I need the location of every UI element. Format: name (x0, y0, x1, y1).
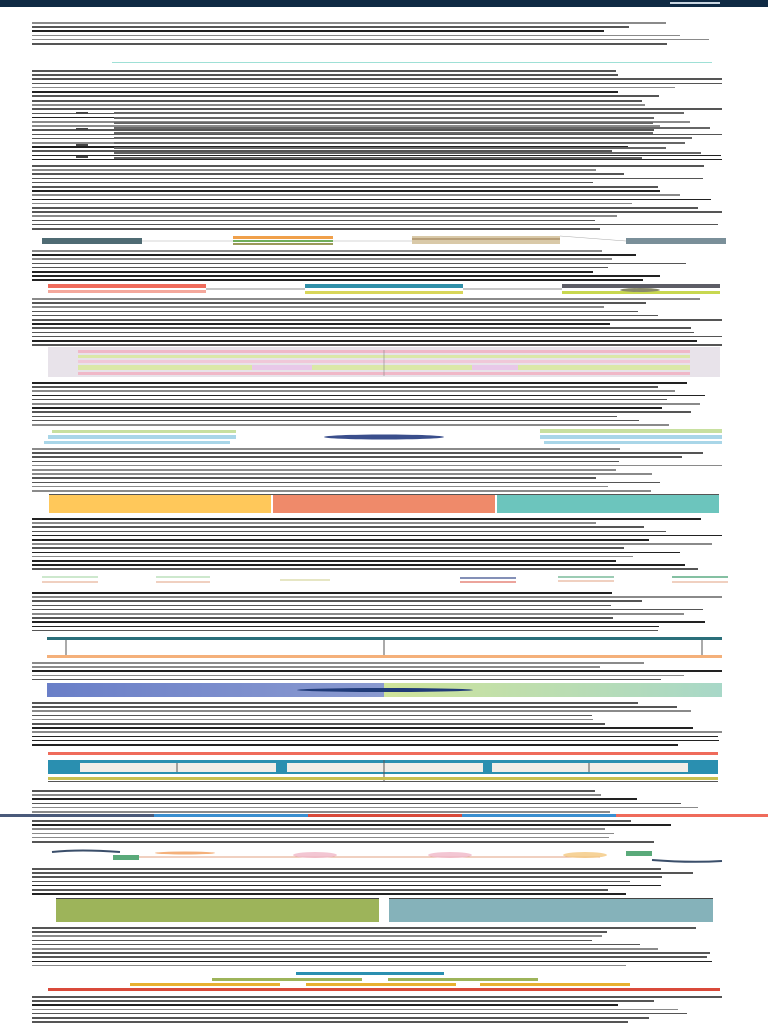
fig13-row-3c (480, 983, 630, 986)
paragraph-line (32, 956, 707, 958)
section-link[interactable] (112, 56, 712, 65)
paragraph-line (32, 344, 722, 346)
paragraph-line (32, 1000, 654, 1002)
paragraph-line (32, 70, 616, 72)
fig4-bar-blue-right (540, 435, 722, 439)
paragraph-line (32, 736, 718, 738)
paragraph-line (32, 837, 609, 839)
paragraph-line (32, 609, 703, 611)
paragraph-line (32, 30, 604, 32)
paragraph-line (32, 87, 675, 89)
top-bar-title (32, 0, 332, 6)
paragraph-line (32, 108, 722, 110)
paragraph-line (32, 250, 602, 252)
paragraph-line (32, 486, 608, 488)
paragraph-line (32, 666, 600, 668)
code-line (114, 127, 710, 129)
paragraph-line (32, 613, 684, 615)
paragraph-line (32, 220, 595, 222)
paragraph-line (32, 552, 680, 554)
paragraph-line (32, 207, 698, 209)
paragraph-line (32, 26, 629, 28)
paragraph-line (32, 263, 686, 265)
fig10-bottom-dark (48, 781, 718, 782)
fig13-row-2b (388, 978, 538, 981)
paragraph-line (32, 1013, 687, 1015)
paragraph-line (32, 211, 722, 213)
paragraph-line (32, 868, 661, 870)
paragraph-line (32, 560, 616, 562)
paragraph-line (32, 311, 638, 313)
code-line (114, 117, 654, 119)
paragraph-line (32, 469, 616, 471)
fig12-block-olive (56, 899, 379, 922)
paragraph-line (32, 1017, 649, 1019)
paragraph-line (32, 43, 667, 45)
paragraph-line (32, 744, 678, 746)
code-line (114, 112, 684, 114)
code-line (114, 122, 653, 124)
paragraph-line (32, 731, 722, 733)
paragraph-line (32, 182, 593, 184)
paragraph-line (32, 327, 691, 329)
fig13-row-3a (130, 983, 280, 986)
paragraph-line (32, 948, 658, 950)
paragraph-line (32, 78, 722, 80)
paragraph-line (32, 961, 712, 963)
paragraph-line (32, 129, 654, 131)
paragraph-line (32, 617, 613, 619)
paragraph-line (32, 706, 677, 708)
fig6-header-line (49, 494, 719, 495)
paragraph-line (32, 605, 611, 607)
paragraph-line (32, 104, 645, 106)
paragraph-line (32, 965, 626, 967)
paragraph-line (32, 1021, 628, 1023)
code-line (114, 137, 692, 139)
paragraph-line (32, 199, 711, 201)
paragraph-line (32, 411, 691, 413)
paragraph-line (32, 547, 624, 549)
paragraph-line (32, 679, 661, 681)
fig11-flow (40, 845, 730, 867)
paragraph-line (32, 306, 604, 308)
paragraph-line (32, 833, 614, 835)
paragraph-line (32, 169, 596, 171)
paragraph-line (32, 390, 675, 392)
paragraph-line (32, 702, 638, 704)
fig3-marker (380, 350, 388, 376)
paragraph-line (32, 465, 722, 467)
fig10-bottom-olive (48, 777, 718, 780)
paragraph-line (32, 935, 602, 937)
paragraph-line (32, 872, 693, 874)
paragraph-line (32, 996, 722, 998)
paragraph-line (32, 159, 722, 161)
paragraph-line (32, 173, 624, 175)
paragraph-line (32, 420, 639, 422)
paragraph-line (32, 482, 660, 484)
fig8-bottom-bar (47, 655, 722, 658)
fig13-row-1 (296, 972, 444, 975)
code-gutter-mark (76, 156, 88, 158)
paragraph-line (32, 35, 680, 37)
fig6-block-salmon (273, 495, 495, 513)
paragraph-line (32, 927, 696, 929)
paragraph-line (32, 336, 722, 338)
paragraph-line (32, 535, 722, 537)
paragraph-line (32, 83, 722, 85)
paragraph-line (32, 662, 644, 664)
paragraph-line (32, 332, 694, 334)
paragraph-line (32, 798, 637, 800)
fig4-bar-blue-left-2 (44, 441, 230, 444)
paragraph-line (32, 621, 705, 623)
paragraph-line (32, 267, 608, 269)
fig4-bar-lime-left (52, 430, 236, 433)
paragraph-line (32, 727, 693, 729)
paragraph-line (32, 340, 697, 342)
paragraph-line (32, 820, 631, 822)
paragraph-line (32, 100, 642, 102)
fig9-ellipse (290, 686, 480, 694)
paragraph-line (32, 477, 596, 479)
paragraph-line (32, 386, 658, 388)
paragraph-line (32, 539, 649, 541)
paragraph-line (32, 95, 659, 97)
paragraph-line (32, 803, 681, 805)
paragraph-line (32, 91, 618, 93)
paragraph-line (32, 626, 659, 628)
paragraph-line (32, 543, 712, 545)
paragraph-line (32, 323, 610, 325)
paragraph-line (32, 448, 620, 450)
paragraph-line (32, 526, 644, 528)
paragraph-line (32, 165, 704, 167)
paragraph-line (32, 824, 671, 826)
paragraph-line (32, 186, 658, 188)
paragraph-line (32, 740, 719, 742)
paragraph-line (32, 710, 691, 712)
paragraph-line (32, 876, 662, 878)
fig13-row-3b (306, 983, 456, 986)
code-line (114, 142, 685, 144)
paragraph-line (32, 473, 652, 475)
paragraph-line (32, 134, 722, 136)
paragraph-line (32, 940, 592, 942)
fig13-row-2a (212, 978, 362, 981)
paragraph-line (32, 203, 632, 205)
fig4-bar-lime-right (540, 429, 722, 433)
paragraph-line (32, 719, 593, 721)
paragraph-line (32, 190, 660, 192)
paragraph-line (32, 841, 654, 843)
paragraph-line (32, 399, 667, 401)
fig6-block-turquoise (497, 495, 719, 513)
fig7-lines (40, 574, 730, 588)
paragraph-line (32, 22, 666, 24)
fig4-ellipse (320, 432, 450, 442)
paragraph-line (32, 807, 698, 809)
paragraph-line (32, 403, 700, 405)
page-headline (32, 9, 692, 21)
paragraph-line (32, 596, 722, 598)
paragraph-line (32, 215, 617, 217)
paragraph-line (32, 271, 593, 273)
paragraph-line (32, 416, 617, 418)
fig1-connectors (0, 230, 768, 250)
paragraph-line (32, 675, 684, 677)
paragraph-line (32, 254, 636, 256)
code-gutter-mark (76, 112, 88, 114)
top-bar (0, 0, 768, 7)
code-line (114, 132, 653, 134)
paragraph-line (32, 319, 722, 321)
paragraph-line (32, 893, 626, 895)
paragraph-line (32, 395, 705, 397)
paragraph-line (32, 224, 718, 226)
paragraph-line (32, 931, 607, 933)
paragraph-line (32, 723, 605, 725)
code-gutter-mark (76, 128, 88, 130)
paragraph-line (32, 1009, 678, 1011)
paragraph-line (32, 424, 669, 426)
paragraph-line (32, 461, 619, 463)
fig2-connectors (0, 280, 768, 300)
paragraph-line (32, 258, 612, 260)
paragraph-line (32, 790, 595, 792)
fig4-bar-blue-left (48, 435, 236, 439)
top-bar-menu-icon[interactable] (670, 2, 720, 4)
fig3-band-lavender-2 (472, 365, 518, 370)
paragraph-line (32, 39, 709, 41)
paragraph-line (32, 1004, 618, 1006)
paragraph-line (32, 881, 630, 883)
paragraph-line (32, 382, 687, 384)
fig4-bar-blue-right-2 (544, 441, 722, 444)
paragraph-line (32, 715, 592, 717)
paragraph-line (32, 564, 685, 566)
paragraph-line (32, 670, 722, 672)
paragraph-line (32, 568, 698, 570)
code-gutter-mark (76, 144, 88, 146)
code-line (114, 152, 701, 154)
paragraph-line (32, 885, 661, 887)
paragraph-line (32, 518, 701, 520)
paragraph-line (32, 194, 680, 196)
fig10-top-coral (48, 752, 718, 755)
paragraph-line (32, 794, 601, 796)
paragraph-line (32, 828, 605, 830)
fig6-block-yellow (49, 495, 271, 513)
paragraph-line (32, 452, 703, 454)
paragraph-line (32, 178, 703, 180)
fig3-band-lavender (252, 365, 312, 370)
paragraph-line (32, 889, 608, 891)
paragraph-line (32, 531, 666, 533)
fig13-row-4 (48, 988, 720, 991)
paragraph-line (32, 456, 682, 458)
paragraph-line (32, 315, 658, 317)
paragraph-line (32, 275, 660, 277)
paragraph-line (32, 407, 662, 409)
paragraph-line (32, 74, 618, 76)
paragraph-line (32, 302, 646, 304)
paragraph-line (32, 155, 721, 157)
paragraph-line (32, 490, 651, 492)
fig12-block-steel (389, 899, 713, 922)
paragraph-line (32, 556, 633, 558)
code-line (114, 147, 666, 149)
paragraph-line (32, 952, 710, 954)
paragraph-line (32, 600, 642, 602)
paragraph-line (32, 522, 596, 524)
paragraph-line (32, 592, 612, 594)
paragraph-line (32, 811, 610, 813)
paragraph-line (32, 630, 658, 632)
code-line (114, 157, 642, 159)
paragraph-line (32, 944, 640, 946)
